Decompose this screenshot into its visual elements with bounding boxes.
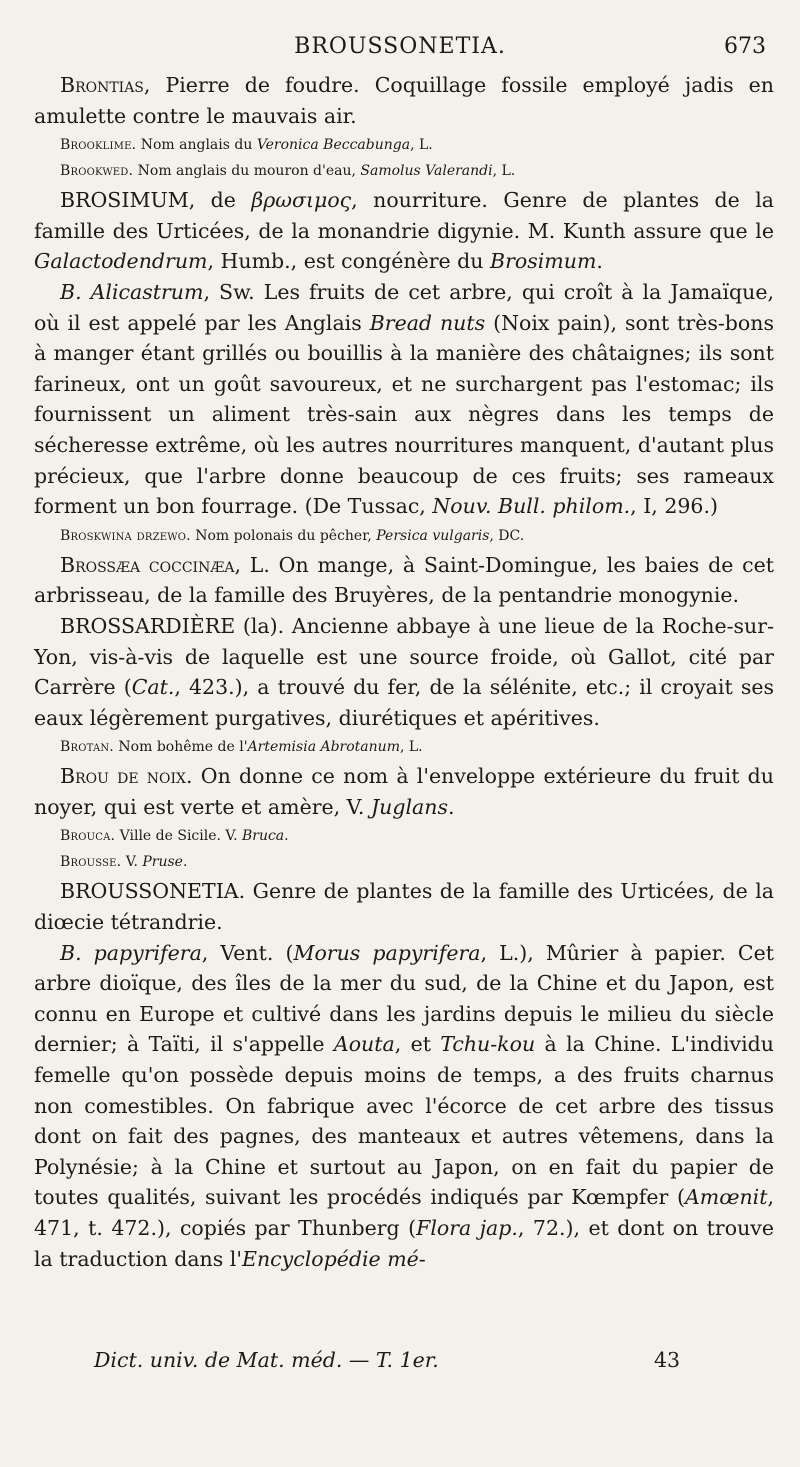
- species-name: Artemisia Abrotanum: [247, 739, 400, 756]
- headword: BROSSARDIÈRE: [60, 613, 236, 638]
- entry-text: , nourriture. Genre de plantes de la famille des Urticées, de la monandrie digynie. M. Kunth assure que le: [34, 188, 774, 243]
- cross-reference: Bruca: [241, 828, 285, 845]
- entry-text: , L. On mange, à Saint-Domingue, les baies de cet arbrisseau, de la famille des Bruyères, de la pentandrie monogynie.: [34, 552, 774, 608]
- local-name: Tchu-kou: [440, 1032, 536, 1057]
- entry-brossaea: [34, 550, 774, 611]
- greek-word: βρωσιμος: [251, 188, 352, 213]
- footer-title: Dict. univ. de Mat. méd. — T. 1er.: [94, 1348, 439, 1372]
- species-name: Persica vulgaris: [376, 527, 490, 544]
- entry-text: , 423.), a trouvé du fer, de la sélénite, etc.; il croyait ses eaux légèrement purgatives, diurétiques et apéritives.: [34, 675, 774, 730]
- entry-text: , et: [394, 1032, 441, 1057]
- entry-text: .: [182, 854, 188, 871]
- species-name: Morus papyrifera: [293, 940, 481, 965]
- entry-alicastrum: [34, 277, 774, 522]
- running-title: BROUSSONETIA.: [294, 34, 506, 59]
- headword: Brontias: [60, 73, 144, 97]
- entry-brontias: [34, 70, 774, 131]
- entry-text: , Vent. (: [201, 940, 294, 965]
- citation-title: Nouv. Bull. philom.: [432, 494, 631, 519]
- entry-text: Nom bohême de l': [113, 739, 248, 756]
- entry-text: , DC.: [489, 527, 525, 544]
- headword: Brouca.: [60, 828, 116, 845]
- citation-title: Encyclopédie mé-: [242, 1246, 426, 1271]
- entry-brookwed: [34, 159, 774, 183]
- headword: BROUSSONETIA: [60, 879, 239, 904]
- local-name: Aouta: [333, 1032, 395, 1057]
- entry-brouca: [34, 824, 774, 848]
- running-head: [0, 30, 800, 64]
- entry-text: On donne ce nom à l'enveloppe extérieure du fruit du noyer, qui est verte et amère, V.: [34, 764, 774, 819]
- headword: Brooklime.: [60, 137, 137, 154]
- entry-brou-de-noix: [34, 761, 774, 822]
- citation-title: Cat.: [131, 675, 175, 700]
- entry-text: , 72.), et dont on trouve la traduction dans l': [34, 1216, 774, 1271]
- entry-text: .: [596, 249, 603, 274]
- entry-text: .: [284, 828, 289, 845]
- headword: Brotan.: [60, 739, 114, 756]
- entry-text: V.: [121, 854, 143, 871]
- entry-text: Ville de Sicile. V.: [115, 828, 242, 845]
- entry-text: . Genre de plantes de la famille des Urticées, de la diœcie tétrandrie.: [34, 879, 774, 935]
- species-headword: B. papyrifera: [60, 940, 202, 965]
- species-name: Veronica Beccabunga: [256, 137, 411, 154]
- dictionary-body: [34, 70, 774, 1274]
- entry-text: (Noix pain), sont très-bons à manger étant grillés ou bouillis à la manière des châtaignes; ils sont farineux, ont un goût savoureux, et ne surchargent pas l'estomac; ils fournissent un aliment très-sain aux nègres dans les temps de sécheresse extrême, où les autres nourritures manquent, d'autant plus précieux, que l'arbre donne beaucoup de ces fruits; ses rameaux forment un bon fourrage. (De Tussac,: [34, 310, 774, 519]
- headword: Broskwina drzewo.: [60, 527, 191, 544]
- entry-text: Nom polonais du pêcher,: [190, 527, 377, 544]
- entry-broskwina: [34, 524, 774, 548]
- headword: BROSIMUM: [60, 188, 189, 213]
- entry-text: Nom anglais du mouron d'eau,: [133, 163, 361, 180]
- headword: Brou de noix.: [60, 764, 193, 789]
- citation-title: Flora jap.: [416, 1216, 518, 1240]
- headword: Brossæa coccinæa: [60, 552, 235, 577]
- headword: Brookwed.: [60, 163, 134, 180]
- entry-text: à la Chine. L'individu femelle qu'on possède depuis moins de temps, a des fruits charnus non comestibles. On fabrique avec l'écorce de cet arbre des tissus dont on fait des pagnes, des manteaux et autres vêtemens, dans la Polynésie; à la Chine et surtout au Japon, on en fait du papier de toutes qualités, suivant les procédés indiqués par Kœmpfer (: [34, 1032, 774, 1210]
- entry-brousse: [34, 850, 774, 874]
- entry-text: , L.), Mûrier à papier. Cet arbre dioïque, des îles de la mer du sud, de la Chine et du Japon, est connu en Europe et cultivé dans les jardins depuis le milieu du siècle dernier; à Taïti, il s'appelle: [34, 940, 774, 1057]
- entry-text: , Humb., est congénère du: [207, 249, 491, 274]
- entry-brotan: [34, 735, 774, 759]
- species-name: Samolus Valerandi: [360, 163, 493, 180]
- entry-papyrifera: [34, 938, 774, 1275]
- entry-text: , Sw. Les fruits de cet arbre, qui croît à la Jamaïque, où il est appelé par les Anglais: [34, 279, 774, 335]
- signature-mark: 43: [654, 1348, 681, 1372]
- cross-reference: Juglans: [370, 794, 448, 819]
- cross-reference: Pruse: [142, 854, 183, 871]
- entry-text: , Pierre de foudre. Coquillage fossile employé jadis en amulette contre le mauvais air.: [34, 73, 774, 128]
- entry-text: Nom anglais du: [136, 137, 257, 154]
- species-headword: B. Alicastrum: [60, 279, 204, 304]
- entry-text: , de: [188, 188, 252, 213]
- entry-text: (la). Ancienne abbaye à une lieue de la Roche-sur-Yon, vis-à-vis de laquelle est une source froide, où Gallot, cité par Carrère (: [34, 613, 774, 700]
- entry-brossardiere: [34, 611, 774, 733]
- entry-text: , L.: [410, 137, 433, 154]
- entry-text: , I, 296.): [630, 494, 718, 519]
- entry-text: , L.: [492, 163, 516, 180]
- citation-title: Amœnit: [684, 1185, 768, 1210]
- entry-text: , L.: [399, 739, 423, 756]
- genus-name: Brosimum: [490, 249, 597, 274]
- genus-name: Galactodendrum: [34, 249, 208, 274]
- common-name: Bread nuts: [369, 310, 486, 335]
- entry-brooklime: [34, 133, 774, 157]
- entry-broussonetia: [34, 876, 774, 937]
- entry-text: , 471, t. 472.), copiés par Thunberg (: [34, 1185, 774, 1240]
- entry-text: .: [448, 794, 455, 819]
- headword: Brousse.: [60, 854, 122, 871]
- page-footer: [34, 1348, 774, 1378]
- page-number: 673: [724, 34, 766, 59]
- entry-brosimum: [34, 185, 774, 277]
